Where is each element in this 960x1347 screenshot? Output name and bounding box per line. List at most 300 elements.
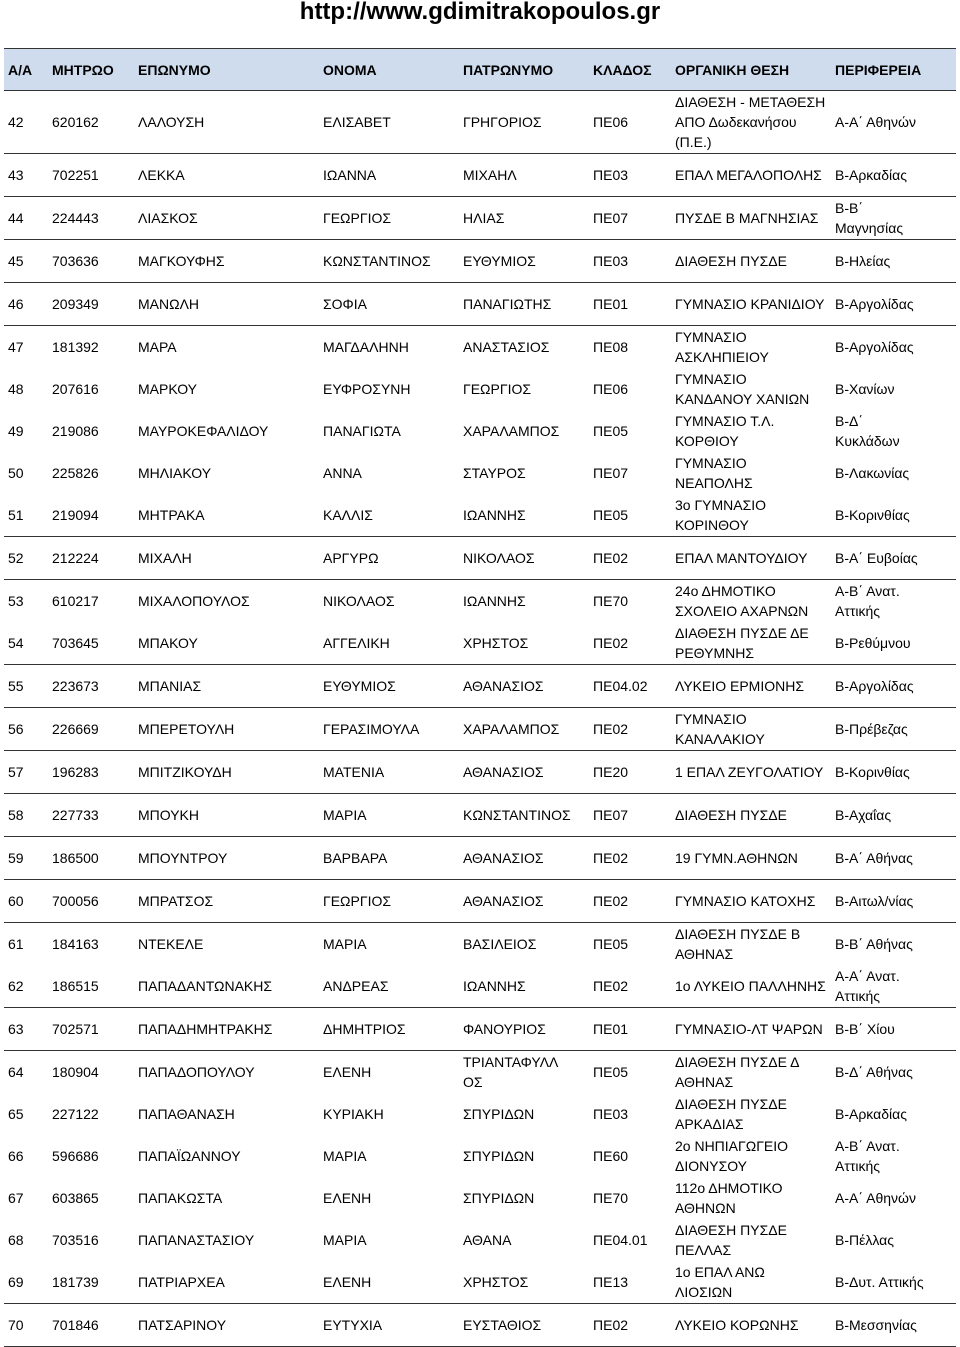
- cell-onoma: [319, 283, 459, 326]
- table-row: [4, 240, 956, 283]
- cell-text: 702571: [52, 1021, 99, 1037]
- cell-text: ΧΡΗΣΤΟΣ: [463, 1274, 529, 1290]
- cell-text: ΓΡΗΓΟΡΙΟΣ: [463, 114, 542, 130]
- cell-aa: [4, 197, 48, 240]
- table-header-row: [4, 49, 956, 91]
- table-row: [4, 197, 956, 240]
- cell-text: ΠΥΣΔΕ Β ΜΑΓΝΗΣΙΑΣ: [675, 210, 819, 226]
- cell-text: ΠΑΠΑΪΩΑΝΝΟΥ: [138, 1148, 241, 1164]
- cell-text: ΔΙΑΘΕΣΗ ΠΥΣΔΕ ΠΕΛΛΑΣ: [675, 1222, 787, 1258]
- cell-text: ΔΗΜΗΤΡΙΟΣ: [323, 1021, 406, 1037]
- cell-text: ΜΙΧΑΛΗ: [138, 550, 192, 566]
- cell-text: 703516: [52, 1232, 99, 1248]
- cell-text: ΑΘΑΝΑΣΙΟΣ: [463, 764, 544, 780]
- cell-eponymo: [134, 751, 319, 794]
- cell-aa: [4, 794, 48, 837]
- cell-text: Β-Αργολίδας: [835, 678, 914, 694]
- cell-text: ΙΩΑΝΝΗΣ: [463, 507, 526, 523]
- cell-text: ΜΠΟΥΚΗ: [138, 807, 199, 823]
- cell-aa: [4, 537, 48, 580]
- cell-perifereia: [831, 240, 956, 283]
- cell-text: ΜΠΟΥΝΤΡΟΥ: [138, 850, 228, 866]
- cell-text: ΠΕ60: [593, 1148, 629, 1164]
- cell-text: 227733: [52, 807, 99, 823]
- cell-eponymo: [134, 537, 319, 580]
- cell-patronymo: [459, 708, 589, 751]
- cell-text: 620162: [52, 114, 99, 130]
- cell-onoma: [319, 1304, 459, 1347]
- cell-perifereia: [831, 326, 956, 537]
- cell-perifereia: [831, 580, 956, 665]
- cell-text: Β-Β΄ Αθήνας: [835, 936, 913, 952]
- cell-patronymo: [459, 326, 589, 537]
- cell-text: Β-Αιτωλ/νίας: [835, 893, 914, 909]
- cell-text: 225826: [52, 465, 99, 481]
- cell-onoma: [319, 580, 459, 665]
- cell-klados: [589, 91, 671, 154]
- cell-text: ΠΕ02: [593, 850, 629, 866]
- cell-text: 46: [8, 296, 24, 312]
- cell-text: ΠΕ02: [593, 893, 629, 909]
- cell-text: 68: [8, 1232, 24, 1248]
- cell-text: Β-Πέλλας: [835, 1232, 894, 1248]
- cell-text: 700056: [52, 893, 99, 909]
- cell-text: ΔΙΑΘΕΣΗ ΠΥΣΔΕ Β ΑΘΗΝΑΣ: [675, 926, 801, 962]
- cell-text: ΜΑΡΙΑ: [323, 1148, 367, 1164]
- cell-klados: [589, 580, 671, 665]
- cell-text: ΣΠΥΡΙΔΩΝ: [463, 1106, 535, 1122]
- table-row: [4, 1051, 956, 1304]
- cell-text: ΜΙΧΑΗΛ: [463, 167, 517, 183]
- cell-text: ΓΥΜΝΑΣΙΟ ΝΕΑΠΟΛΗΣ: [675, 455, 753, 491]
- cell-text: 703645: [52, 635, 99, 651]
- cell-patronymo: [459, 1051, 589, 1304]
- cell-organiki-thesi: [671, 880, 831, 923]
- cell-onoma: [319, 154, 459, 197]
- cell-text: ΕΥΣΤΑΘΙΟΣ: [463, 1317, 542, 1333]
- teachers-table: [4, 48, 956, 1347]
- cell-klados: [589, 537, 671, 580]
- cell-eponymo: [134, 665, 319, 708]
- cell-patronymo: [459, 1008, 589, 1051]
- cell-patronymo: [459, 537, 589, 580]
- cell-organiki-thesi: [671, 1008, 831, 1051]
- cell-eponymo: [134, 1008, 319, 1051]
- cell-text: 69: [8, 1274, 24, 1290]
- cell-klados: [589, 240, 671, 283]
- cell-text: ΑΝΔΡΕΑΣ: [323, 978, 389, 994]
- cell-text: ΣΠΥΡΙΔΩΝ: [463, 1148, 535, 1164]
- cell-aa: [4, 751, 48, 794]
- cell-text: 196283: [52, 764, 99, 780]
- cell-klados: [589, 1051, 671, 1304]
- cell-perifereia: [831, 880, 956, 923]
- cell-aa: [4, 283, 48, 326]
- cell-klados: [589, 880, 671, 923]
- cell-text: ΕΥΘΥΜΙΟΣ: [463, 253, 536, 269]
- cell-text: Α-Α΄ Αθηνών: [835, 1190, 916, 1206]
- cell-aa: [4, 1051, 48, 1304]
- cell-text: ΜΠΙΤΖΙΚΟΥΔΗ: [138, 764, 232, 780]
- cell-onoma: [319, 240, 459, 283]
- cell-text: ΑΓΓΕΛΙΚΗ: [323, 635, 390, 651]
- cell-text: 112ο ΔΗΜΟΤΙΚΟ ΑΘΗΝΩΝ: [675, 1180, 783, 1216]
- cell-text: ΛΥΚΕΙΟ ΚΟΡΩΝΗΣ: [675, 1317, 799, 1333]
- cell-text: 212224: [52, 550, 99, 566]
- cell-text: 45: [8, 253, 24, 269]
- table-row: [4, 91, 956, 154]
- cell-text: 219094: [52, 507, 99, 523]
- col-header-eponymo: ΕΠΩΝΥΜΟ: [134, 49, 319, 91]
- site-url-header[interactable]: http://www.gdimitrakopoulos.gr: [299, 0, 661, 25]
- cell-eponymo: [134, 197, 319, 240]
- cell-text: Β-Αργολίδας: [835, 339, 914, 355]
- cell-text: ΔΙΑΘΕΣΗ ΠΥΣΔΕ Δ ΑΘΗΝΑΣ: [675, 1054, 800, 1090]
- cell-klados: [589, 708, 671, 751]
- cell-text: ΦΑΝΟΥΡΙΟΣ: [463, 1021, 546, 1037]
- cell-text: ΚΩΝΣΤΑΝΤΙΝΟΣ: [463, 807, 571, 823]
- cell-text: ΑΘΑΝΑ: [463, 1232, 512, 1248]
- cell-organiki-thesi: [671, 794, 831, 837]
- cell-onoma: [319, 794, 459, 837]
- cell-perifereia: [831, 283, 956, 326]
- cell-text: 60: [8, 893, 24, 909]
- cell-text: ΠΑΠΑΝΑΣΤΑΣΙΟΥ: [138, 1232, 255, 1248]
- cell-klados: [589, 197, 671, 240]
- cell-text: ΜΗΛΙΑΚΟΥ: [138, 465, 212, 481]
- table-row: [4, 283, 956, 326]
- cell-text: ΠΕ05: [593, 507, 629, 523]
- cell-eponymo: [134, 240, 319, 283]
- cell-text: ΜΠΑΝΙΑΣ: [138, 678, 202, 694]
- cell-organiki-thesi: [671, 240, 831, 283]
- cell-text: 49: [8, 423, 24, 439]
- cell-text: 209349: [52, 296, 99, 312]
- cell-klados: [589, 154, 671, 197]
- cell-text: ΠΕ02: [593, 978, 629, 994]
- cell-text: 180904: [52, 1064, 99, 1080]
- cell-text: ΛΑΛΟΥΣΗ: [138, 114, 205, 130]
- cell-text: ΠΕ13: [593, 1274, 629, 1290]
- cell-text: ΔΙΑΘΕΣΗ ΠΥΣΔΕ ΔΕ ΡΕΘΥΜΝΗΣ: [675, 625, 809, 661]
- cell-text: ΠΑΠΑΔΟΠΟΥΛΟΥ: [138, 1064, 255, 1080]
- cell-text: 66: [8, 1148, 24, 1164]
- cell-text: 2ο ΝΗΠΙΑΓΩΓΕΙΟ ΔΙΟΝΥΣΟΥ: [675, 1138, 789, 1174]
- cell-text: ΠΕ70: [593, 1190, 629, 1206]
- col-header-organiki-thesi: ΟΡΓΑΝΙΚΗ ΘΕΣΗ: [671, 49, 831, 91]
- cell-text: ΠΕ02: [593, 550, 629, 566]
- cell-text: 50: [8, 465, 24, 481]
- cell-text: Β-Κορινθίας: [835, 507, 910, 523]
- cell-onoma: [319, 326, 459, 537]
- cell-text: 24ο ΔΗΜΟΤΙΚΟ ΣΧΟΛΕΙΟ ΑΧΑΡΝΩΝ: [675, 583, 809, 619]
- cell-text: ΚΑΛΛΙΣ: [323, 507, 373, 523]
- cell-patronymo: [459, 197, 589, 240]
- cell-text: 702251: [52, 167, 99, 183]
- cell-text: ΕΛΕΝΗ: [323, 1190, 372, 1206]
- cell-text: ΠΕ03: [593, 253, 629, 269]
- cell-perifereia: [831, 837, 956, 880]
- cell-text: Β-Β΄ Μαγνησίας: [835, 200, 904, 236]
- cell-text: ΑΘΑΝΑΣΙΟΣ: [463, 850, 544, 866]
- table-row: [4, 1008, 956, 1051]
- cell-mitroo: [48, 240, 134, 283]
- cell-organiki-thesi: [671, 1051, 831, 1304]
- cell-text: ΣΤΑΥΡΟΣ: [463, 465, 526, 481]
- cell-perifereia: [831, 1304, 956, 1347]
- cell-text: 57: [8, 764, 24, 780]
- cell-text: 1 ΕΠΑΛ ΖΕΥΓΟΛΑΤΙΟΥ: [675, 764, 824, 780]
- cell-text: ΠΕ08: [593, 339, 629, 355]
- cell-text: Α-Β΄ Ανατ. Αττικής: [835, 583, 900, 619]
- cell-text: ΒΑΡΒΑΡΑ: [323, 850, 388, 866]
- cell-organiki-thesi: [671, 283, 831, 326]
- table-row: [4, 794, 956, 837]
- cell-mitroo: [48, 154, 134, 197]
- cell-mitroo: [48, 537, 134, 580]
- cell-text: ΠΕ02: [593, 721, 629, 737]
- cell-text: 64: [8, 1064, 24, 1080]
- cell-text: ΧΑΡΑΛΑΜΠΟΣ: [463, 721, 560, 737]
- cell-text: ΑΝΝΑ: [323, 465, 362, 481]
- cell-text: ΠΑΤΡΙΑΡΧΕΑ: [138, 1274, 225, 1290]
- cell-text: ΜΠΡΑΤΣΟΣ: [138, 893, 214, 909]
- cell-text: Β-Λακωνίας: [835, 465, 910, 481]
- cell-aa: [4, 837, 48, 880]
- cell-text: ΕΠΑΛ ΜΑΝΤΟΥΔΙΟΥ: [675, 550, 808, 566]
- cell-onoma: [319, 1051, 459, 1304]
- cell-text: ΕΥΤΥΧΙΑ: [323, 1317, 383, 1333]
- cell-text: ΔΙΑΘΕΣΗ ΠΥΣΔΕ ΑΡΚΑΔΙΑΣ: [675, 1096, 787, 1132]
- cell-text: Β-Δ΄ Κυκλάδων: [835, 413, 900, 449]
- cell-text: ΙΩΑΝΝΗΣ: [463, 593, 526, 609]
- cell-eponymo: [134, 708, 319, 751]
- cell-eponymo: [134, 794, 319, 837]
- cell-eponymo: [134, 154, 319, 197]
- cell-eponymo: [134, 580, 319, 665]
- cell-onoma: [319, 1008, 459, 1051]
- cell-text: 42: [8, 114, 24, 130]
- table-row: [4, 880, 956, 923]
- cell-text: ΛΥΚΕΙΟ ΕΡΜΙΟΝΗΣ: [675, 678, 804, 694]
- cell-text: ΠΕ20: [593, 764, 629, 780]
- cell-text: Β-Αχαΐας: [835, 807, 892, 823]
- cell-text: 227122: [52, 1106, 99, 1122]
- cell-eponymo: [134, 283, 319, 326]
- cell-text: ΓΥΜΝΑΣΙΟ Τ.Λ. ΚΟΡΘΙΟΥ: [675, 413, 775, 449]
- cell-text: 53: [8, 593, 24, 609]
- cell-organiki-thesi: [671, 837, 831, 880]
- cell-text: ΓΥΜΝΑΣΙΟ ΑΣΚΛΗΠΙΕΙΟΥ: [675, 329, 769, 365]
- cell-organiki-thesi: [671, 326, 831, 537]
- cell-text: ΣΟΦΙΑ: [323, 296, 367, 312]
- cell-eponymo: [134, 326, 319, 537]
- cell-text: ΠΑΠΑΔΗΜΗΤΡΑΚΗΣ: [138, 1021, 273, 1037]
- col-header-aa: Α/Α: [4, 49, 48, 91]
- cell-text: 47: [8, 339, 24, 355]
- cell-mitroo: [48, 91, 134, 154]
- cell-organiki-thesi: [671, 91, 831, 154]
- cell-text: 70: [8, 1317, 24, 1333]
- cell-organiki-thesi: [671, 665, 831, 708]
- cell-text: 1ο ΕΠΑΛ ΑΝΩ ΛΙΟΣΙΩΝ: [675, 1264, 765, 1300]
- cell-text: ΝΙΚΟΛΑΟΣ: [323, 593, 395, 609]
- cell-text: Β-Μεσσηνίας: [835, 1317, 917, 1333]
- col-header-klados: ΚΛΑΔΟΣ: [589, 49, 671, 91]
- cell-text: ΕΥΘΥΜΙΟΣ: [323, 678, 396, 694]
- cell-aa: [4, 326, 48, 537]
- cell-perifereia: [831, 537, 956, 580]
- cell-organiki-thesi: [671, 923, 831, 1008]
- cell-text: ΓΥΜΝΑΣΙΟ ΚΡΑΝΙΔΙΟΥ: [675, 296, 825, 312]
- cell-text: 19 ΓΥΜΝ.ΑΘΗΝΩΝ: [675, 850, 798, 866]
- cell-text: 55: [8, 678, 24, 694]
- cell-onoma: [319, 923, 459, 1008]
- cell-text: ΠΕ01: [593, 1021, 629, 1037]
- cell-patronymo: [459, 751, 589, 794]
- cell-text: 186515: [52, 978, 99, 994]
- cell-text: ΠΑΠΑΘΑΝΑΣΗ: [138, 1106, 235, 1122]
- cell-text: ΠΕ05: [593, 936, 629, 952]
- cell-klados: [589, 283, 671, 326]
- cell-text: 54: [8, 635, 24, 651]
- cell-text: ΓΥΜΝΑΣΙΟ ΚΑΝΑΛΑΚΙΟΥ: [675, 711, 765, 747]
- cell-text: ΓΕΡΑΣΙΜΟΥΛΑ: [323, 721, 420, 737]
- cell-text: Β-Δυτ. Αττικής: [835, 1274, 924, 1290]
- cell-eponymo: [134, 923, 319, 1008]
- cell-text: ΜΑΡΙΑ: [323, 1232, 367, 1248]
- cell-text: ΕΥΦΡΟΣΥΝΗ: [323, 381, 411, 397]
- cell-text: ΕΛΕΝΗ: [323, 1064, 372, 1080]
- cell-text: Β-Α΄ Ευβοίας: [835, 550, 918, 566]
- cell-text: ΑΝΑΣΤΑΣΙΟΣ: [463, 339, 550, 355]
- cell-text: ΙΩΑΝΝΗΣ: [463, 978, 526, 994]
- cell-text: Α-Α΄ Ανατ. Αττικής: [835, 968, 900, 1004]
- cell-organiki-thesi: [671, 154, 831, 197]
- cell-text: ΓΥΜΝΑΣΙΟ ΚΑΝΔΑΝΟΥ ΧΑΝΙΩΝ: [675, 371, 810, 407]
- cell-text: 59: [8, 850, 24, 866]
- cell-text: Β-Αρκαδίας: [835, 1106, 907, 1122]
- cell-text: ΜΑΡΚΟΥ: [138, 381, 198, 397]
- cell-patronymo: [459, 880, 589, 923]
- cell-text: ΚΥΡΙΑΚΗ: [323, 1106, 384, 1122]
- cell-perifereia: [831, 154, 956, 197]
- cell-patronymo: [459, 91, 589, 154]
- cell-text: ΙΩΑΝΝΑ: [323, 167, 377, 183]
- cell-text: 181739: [52, 1274, 99, 1290]
- cell-eponymo: [134, 880, 319, 923]
- cell-text: ΜΑΓΔΑΛΗΝΗ: [323, 339, 409, 355]
- cell-mitroo: [48, 283, 134, 326]
- cell-perifereia: [831, 708, 956, 751]
- cell-text: 62: [8, 978, 24, 994]
- cell-klados: [589, 837, 671, 880]
- cell-patronymo: [459, 283, 589, 326]
- cell-text: ΠΕ04.02: [593, 678, 648, 694]
- cell-text: ΠΕ05: [593, 1064, 629, 1080]
- cell-text: 610217: [52, 593, 99, 609]
- cell-onoma: [319, 91, 459, 154]
- cell-text: 63: [8, 1021, 24, 1037]
- cell-text: ΕΠΑΛ ΜΕΓΑΛΟΠΟΛΗΣ: [675, 167, 822, 183]
- cell-aa: [4, 580, 48, 665]
- cell-text: ΠΑΝΑΓΙΩΤΗΣ: [463, 296, 552, 312]
- cell-text: ΠΕ03: [593, 1106, 629, 1122]
- cell-perifereia: [831, 665, 956, 708]
- cell-organiki-thesi: [671, 537, 831, 580]
- cell-organiki-thesi: [671, 1304, 831, 1347]
- cell-text: ΠΑΤΣΑΡΙΝΟΥ: [138, 1317, 227, 1333]
- cell-text: ΠΕ05: [593, 423, 629, 439]
- cell-text: 48: [8, 381, 24, 397]
- col-header-mitroo: ΜΗΤΡΩΟ: [48, 49, 134, 91]
- cell-text: Α-Β΄ Ανατ. Αττικής: [835, 1138, 900, 1174]
- cell-text: ΠΑΠΑΔΑΝΤΩΝΑΚΗΣ: [138, 978, 273, 994]
- cell-text: 603865: [52, 1190, 99, 1206]
- cell-klados: [589, 326, 671, 537]
- cell-text: 43: [8, 167, 24, 183]
- cell-text: ΜΠΑΚΟΥ: [138, 635, 198, 651]
- cell-text: ΠΕ07: [593, 807, 629, 823]
- cell-klados: [589, 1304, 671, 1347]
- cell-text: ΠΕ70: [593, 593, 629, 609]
- cell-text: 207616: [52, 381, 99, 397]
- cell-perifereia: [831, 1051, 956, 1304]
- cell-text: 1ο ΛΥΚΕΙΟ ΠΑΛΛΗΝΗΣ: [675, 978, 826, 994]
- cell-text: ΓΕΩΡΓΙΟΣ: [323, 210, 391, 226]
- cell-text: ΜΗΤΡΑΚΑ: [138, 507, 205, 523]
- cell-mitroo: [48, 923, 134, 1008]
- cell-text: ΜΑΡΑ: [138, 339, 177, 355]
- cell-text: 52: [8, 550, 24, 566]
- cell-text: ΛΙΑΣΚΟΣ: [138, 210, 198, 226]
- cell-patronymo: [459, 923, 589, 1008]
- table-row: [4, 580, 956, 665]
- cell-text: ΠΕ06: [593, 381, 629, 397]
- cell-text: ΜΑΝΩΛΗ: [138, 296, 200, 312]
- cell-text: ΝΙΚΟΛΑΟΣ: [463, 550, 535, 566]
- cell-text: 701846: [52, 1317, 99, 1333]
- table-row: [4, 751, 956, 794]
- cell-text: ΠΑΝΑΓΙΩΤΑ: [323, 423, 401, 439]
- cell-organiki-thesi: [671, 580, 831, 665]
- cell-text: 3ο ΓΥΜΝΑΣΙΟ ΚΟΡΙΝΘΟΥ: [675, 497, 767, 533]
- cell-text: 67: [8, 1190, 24, 1206]
- cell-text: ΕΛΕΝΗ: [323, 1274, 372, 1290]
- cell-eponymo: [134, 1304, 319, 1347]
- cell-text: ΠΕ07: [593, 465, 629, 481]
- cell-mitroo: [48, 794, 134, 837]
- cell-eponymo: [134, 837, 319, 880]
- cell-patronymo: [459, 580, 589, 665]
- table-row: [4, 537, 956, 580]
- col-header-onoma: ΟΝΟΜΑ: [319, 49, 459, 91]
- cell-text: ΜΠΕΡΕΤΟΥΛΗ: [138, 721, 235, 737]
- cell-mitroo: [48, 580, 134, 665]
- cell-text: Β-Δ΄ Αθήνας: [835, 1064, 913, 1080]
- cell-text: ΠΕ04.01: [593, 1232, 648, 1248]
- cell-text: 596686: [52, 1148, 99, 1164]
- cell-aa: [4, 1008, 48, 1051]
- cell-mitroo: [48, 665, 134, 708]
- cell-organiki-thesi: [671, 708, 831, 751]
- cell-text: ΠΕ06: [593, 114, 629, 130]
- table-row: [4, 154, 956, 197]
- cell-text: Β-Α΄ Αθήνας: [835, 850, 913, 866]
- cell-text: ΜΑΓΚΟΥΦΗΣ: [138, 253, 225, 269]
- table-row: [4, 837, 956, 880]
- cell-text: Β-Β΄ Χίου: [835, 1021, 895, 1037]
